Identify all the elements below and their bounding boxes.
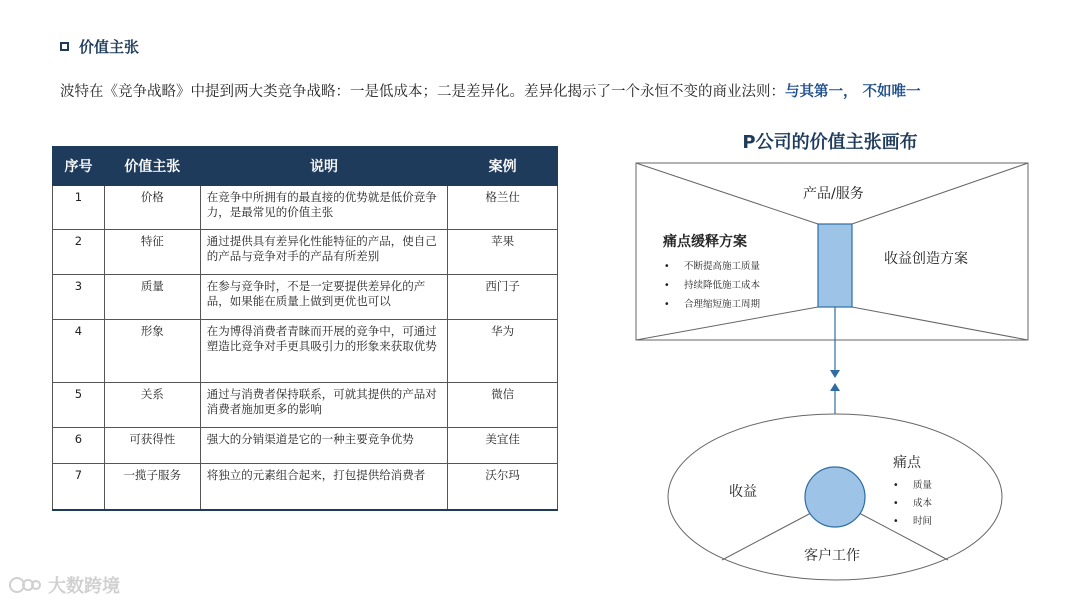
cell-value: 可获得性 (104, 428, 200, 464)
pain-item: • 成本 (893, 498, 933, 509)
cell-example: 苹果 (448, 230, 558, 275)
header-no: 序号 (53, 147, 105, 186)
customer-circle (805, 467, 865, 527)
cell-example: 沃尔玛 (448, 464, 558, 510)
cell-desc: 将独立的元素组合起来，打包提供给消费者 (200, 464, 447, 510)
intro-text: 波特在《竞争战略》中提到两大类竞争战略：一是低成本；二是差异化。差异化揭示了一个永恒不变的商业法则： (60, 84, 785, 100)
cell-desc: 通过提供具有差异化性能特征的产品，使自己的产品与竞争对手的产品有所差别 (200, 230, 447, 275)
cell-no: 1 (53, 186, 105, 230)
cell-value: 特征 (104, 230, 200, 275)
product-service-label: 产品/服务 (803, 186, 864, 202)
pain-reliever-item: • 持续降低施工成本 (664, 280, 761, 291)
cell-example: 西门子 (448, 275, 558, 320)
pain-reliever-item: • 不断提高施工质量 (664, 261, 761, 272)
arrow-down-icon (830, 370, 840, 378)
watermark-text: 大数跨境 (48, 576, 120, 597)
intro-highlight: 与其第一， 不如唯一 (785, 84, 921, 100)
header-example: 案例 (448, 147, 558, 186)
pain-relievers-title: 痛点缓释方案 (663, 234, 747, 250)
cell-no: 4 (53, 320, 105, 383)
cell-no: 7 (53, 464, 105, 510)
header-value: 价值主张 (104, 147, 200, 186)
cell-desc: 通过与消费者保持联系，可就其提供的产品对消费者施加更多的影响 (200, 383, 447, 428)
cell-value: 质量 (104, 275, 200, 320)
cell-desc: 强大的分销渠道是它的一种主要竞争优势 (200, 428, 447, 464)
cell-no: 2 (53, 230, 105, 275)
canvas-title: P公司的价值主张画布 (742, 132, 918, 153)
pain-item: • 质量 (893, 480, 933, 491)
product-bar (818, 224, 852, 307)
cell-desc: 在为博得消费者青睐而开展的竞争中，可通过塑造比竞争对手更具吸引力的形象来获取优势 (200, 320, 447, 383)
pain-reliever-item: • 合理缩短施工周期 (664, 299, 761, 310)
cell-value: 形象 (104, 320, 200, 383)
cell-example: 华为 (448, 320, 558, 383)
gain-creators-label: 收益创造方案 (884, 251, 968, 267)
cell-no: 6 (53, 428, 105, 464)
cell-example: 微信 (448, 383, 558, 428)
section-title: 价值主张 (79, 38, 140, 56)
cell-value: 价格 (104, 186, 200, 230)
cell-no: 3 (53, 275, 105, 320)
customer-jobs-label: 客户工作 (804, 548, 860, 564)
cell-value: 一揽子服务 (104, 464, 200, 510)
watermark (8, 572, 120, 598)
cell-example: 美宜佳 (448, 428, 558, 464)
watermark-logo-icon (8, 574, 42, 596)
pains-title: 痛点 (893, 455, 921, 471)
pain-item: • 时间 (893, 516, 933, 527)
cell-desc: 在参与竞争时，不是一定要提供差异化的产品，如果能在质量上做到更优也可以 (200, 275, 447, 320)
gains-label: 收益 (729, 484, 757, 500)
header-desc: 说明 (200, 147, 447, 186)
cell-desc: 在竞争中所拥有的最直接的优势就是低价竞争力，是最常见的价值主张 (200, 186, 447, 230)
cell-example: 格兰仕 (448, 186, 558, 230)
cell-no: 5 (53, 383, 105, 428)
arrow-up-icon (830, 383, 840, 391)
cell-value: 关系 (104, 383, 200, 428)
